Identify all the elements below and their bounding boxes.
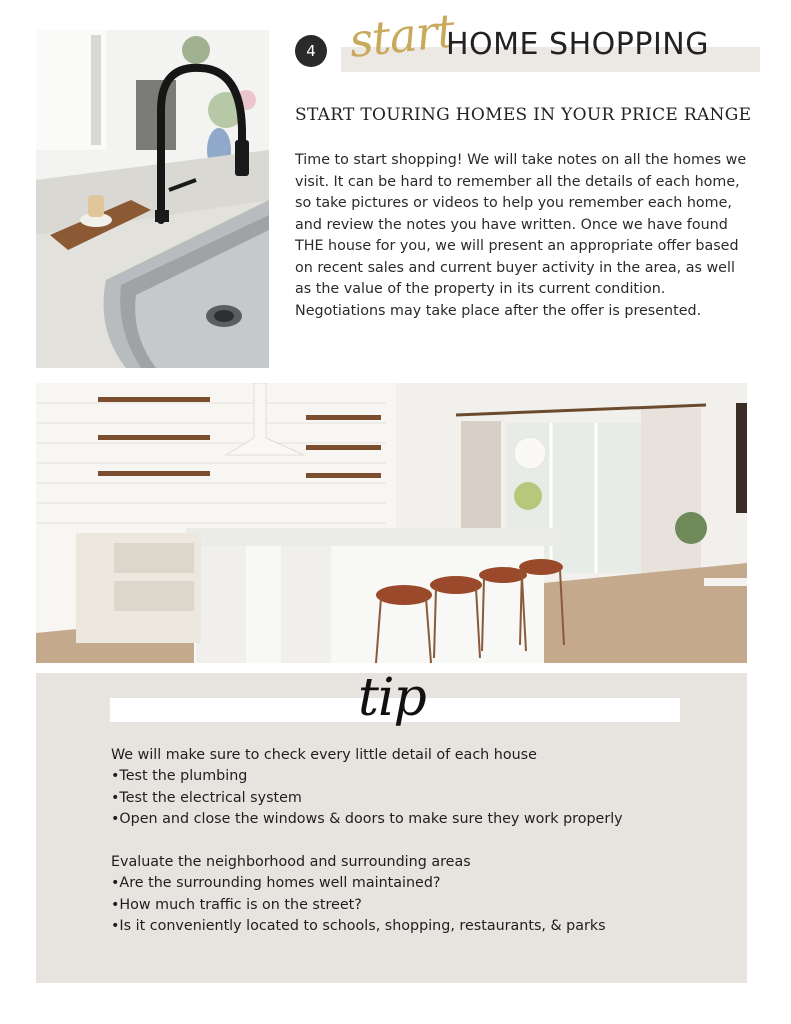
tip-intro-line: We will make sure to check every little detail of each house bbox=[111, 747, 537, 763]
section-subheading: START TOURING HOMES IN YOUR PRICE RANGE bbox=[295, 105, 752, 125]
tip-bullet: •Test the plumbing bbox=[111, 768, 248, 785]
tip-bullet: •How much traffic is on the street? bbox=[111, 896, 362, 913]
tip-script-title: tip bbox=[358, 668, 426, 728]
tip-bullet: •Is it conveniently located to schools, shopping, restaurants, & parks bbox=[111, 918, 606, 935]
tip-content bbox=[111, 745, 731, 938]
sink-photo bbox=[36, 30, 269, 368]
tip-bullet: •Open and close the windows & doors to make sure they work properly bbox=[111, 811, 623, 828]
tip-spacer bbox=[111, 831, 731, 852]
page-title: HOME SHOPPING bbox=[446, 27, 709, 62]
title-script-word: start bbox=[346, 3, 457, 68]
section-body-text: Time to start shopping! We will take notes on all the homes we visit. It can be hard to remember all the details of each home, so take pictures or videos to help you remember each home, and review the notes you have written. Once we have found THE house for you, we will present an appropriate offer based on recent sales and current buyer activity in the area, as well as the value of the property in its current condition. Negotiations may take place after the offer is presented. bbox=[295, 152, 747, 319]
tip-bullet: •Are the surrounding homes well maintained? bbox=[111, 875, 441, 892]
kitchen-photo bbox=[36, 383, 747, 663]
tip-intro-line: Evaluate the neighborhood and surrounding areas bbox=[111, 854, 471, 871]
tip-bullet: •Test the electrical system bbox=[111, 789, 302, 806]
step-number-badge: 4 bbox=[295, 35, 327, 67]
